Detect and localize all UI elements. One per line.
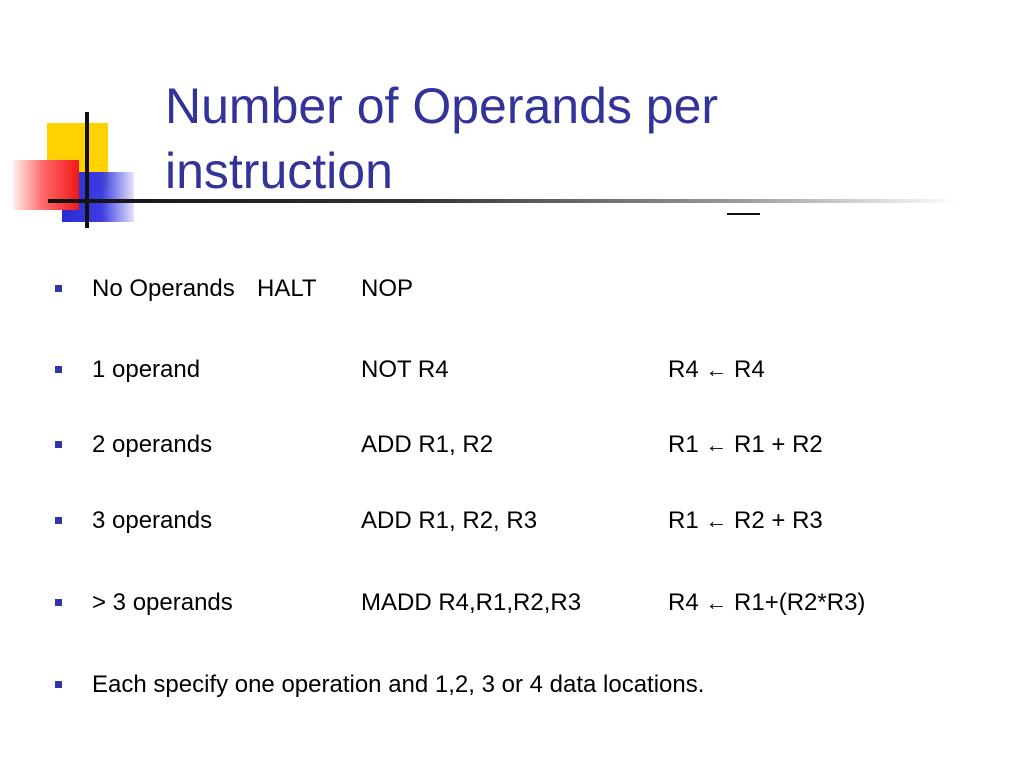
row-label: 1 operand [92, 356, 201, 383]
summary-text: Each specify one operation and 1,2, 3 or 4 data locations. [92, 671, 705, 698]
semantics-rhs: R1+(R2*R3) [734, 589, 866, 616]
semantics-lhs: R1 [668, 431, 699, 458]
bullet-row-no-operands [0, 274, 1024, 306]
left-arrow-icon: ← [705, 590, 728, 615]
bullet-icon [55, 366, 62, 373]
row-instruction: ADD R1, R2 [361, 431, 494, 458]
row-label: 2 operands [92, 431, 213, 458]
row-extra-instruction: HALT [257, 275, 317, 302]
semantics-rhs: R4 [734, 356, 765, 383]
semantics-lhs: R1 [668, 507, 699, 534]
decor-vertical-line [85, 112, 89, 228]
bullet-row-more-than-3-operands [0, 588, 1024, 620]
row-semantics [668, 430, 823, 460]
row-label: > 3 operands [92, 589, 233, 616]
row-instruction: ADD R1, R2, R3 [361, 507, 538, 534]
semantics-rhs: R2 + R3 [734, 507, 823, 534]
bullet-icon [55, 681, 62, 688]
semantics-rhs: R1 + R2 [734, 431, 823, 458]
row-instruction: NOT R4 [361, 356, 449, 383]
slide-title: Number of Operands per instruction [165, 78, 719, 199]
bullet-row-summary [0, 670, 1024, 702]
row-semantics [668, 355, 765, 385]
semantics-lhs: R4 [668, 589, 699, 616]
left-arrow-icon: ← [705, 508, 728, 533]
bullet-row-1-operand [0, 355, 1024, 387]
bullet-row-2-operands [0, 430, 1024, 462]
bullet-row-3-operands [0, 506, 1024, 538]
bullet-icon [55, 285, 62, 292]
semantics-lhs: R4 [668, 356, 699, 383]
row-instruction: MADD R4,R1,R2,R3 [361, 589, 582, 616]
left-arrow-icon: ← [705, 432, 728, 457]
bullet-icon [55, 599, 62, 606]
row-instruction: NOP [361, 275, 414, 302]
bullet-icon [55, 441, 62, 448]
row-semantics [668, 506, 823, 536]
row-label: 3 operands [92, 507, 213, 534]
bullet-icon [55, 517, 62, 524]
decor-small-dash [727, 213, 760, 215]
left-arrow-icon: ← [705, 357, 728, 382]
row-semantics [668, 588, 865, 618]
row-label: No Operands [92, 275, 235, 302]
